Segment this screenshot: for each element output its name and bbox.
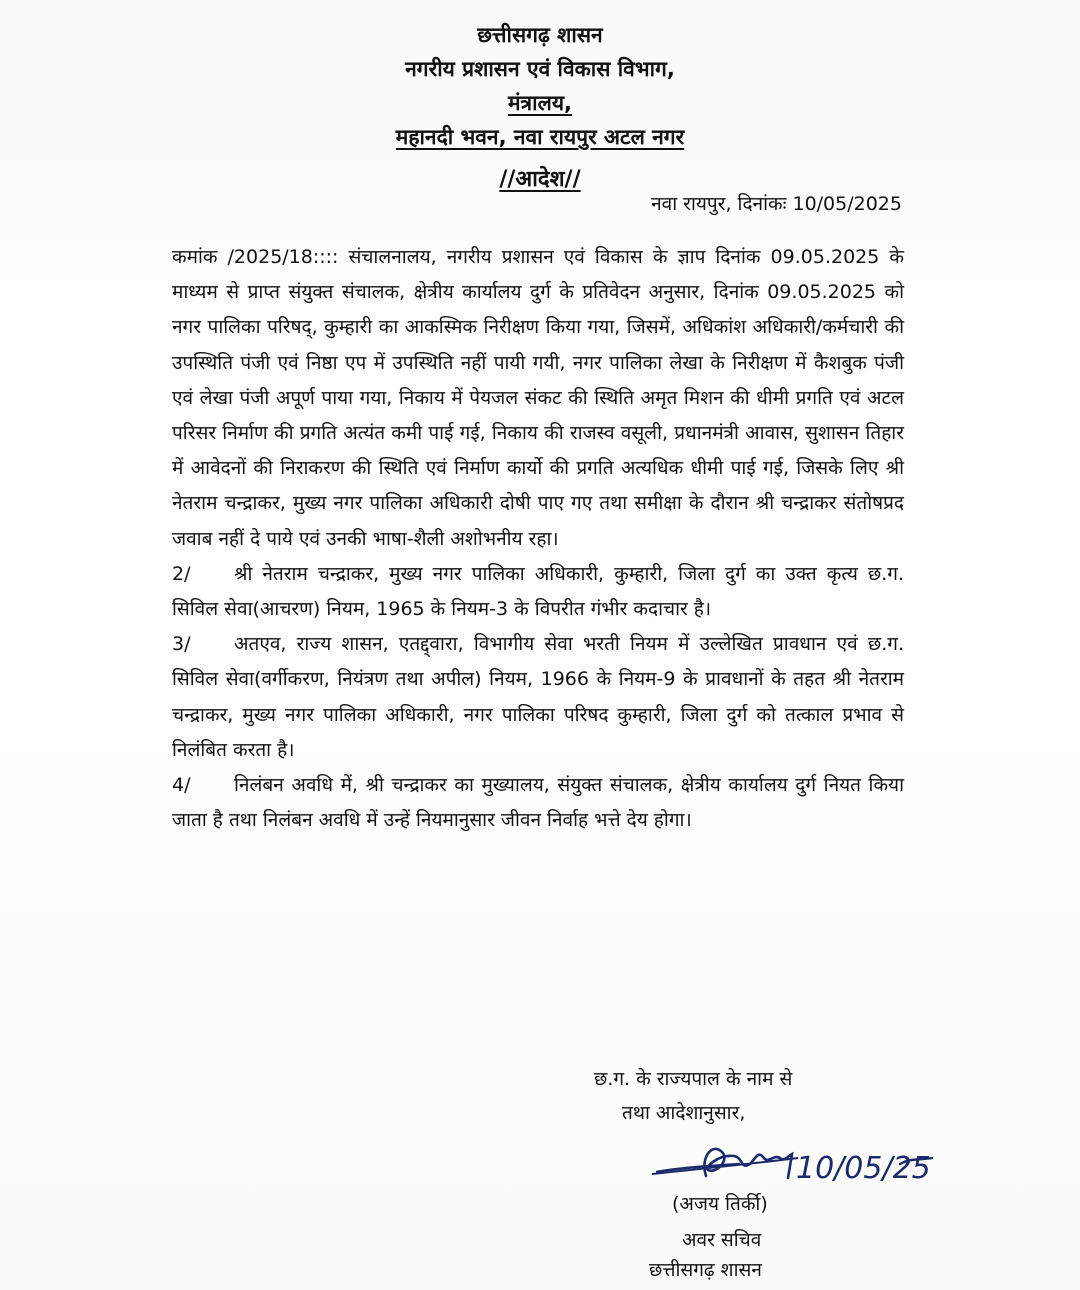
paragraph-1: कमांक /2025/18:::: संचालनालय, नगरीय प्रशासन एवं विकास के ज्ञाप दिनांक 09.05.2025 के माध्यम से प्राप्त संयुक्त संचालक, क्षेत्रीय कार्यालय दुर्ग के प्रतिवेदन अनुसार, दिनांक 09.05.2025 को नगर पालिका परिषद्, कुम्हारी का आकस्मिक निरीक्षण किया गया, जिसमें, अधिकांश अधिकारी/कर्मचारी की उपस्थिति पंजी एवं निष्ठा एप में उपस्थिति नहीं पायी गयी, नगर पालिका लेखा के निरीक्षण में कैशबुक पंजी एवं लेखा पंजी अपूर्ण पाया गया, निकाय में पेयजल संकट की स्थिति अमृत मिशन की धीमी प्रगति एवं अटल परिसर निर्माण की प्रगति अत्यंत कमी पाई गई, निकाय की राजस्व वसूली, प्रधानमंत्री आवास, सुशासन तिहार में आवेदनों की निराकरण की स्थिति एवं निर्माण कार्यो की प्रगति अत्यधिक धीमी पाई गई, जिसके लिए श्री नेतराम चन्द्राकर, मुख्य नगर पालिका अधिकारी दोषी पाए गए तथा समीक्षा के दौरान श्री चन्द्राकर संतोषप्रद जवाब नहीं दे पाये एवं उनकी भाषा-शैली अशोभनीय रहा।	[172, 246, 904, 550]
signatory-name: (अजय तिर्की)	[672, 1193, 768, 1215]
signature-date: 10/05/25	[796, 1151, 931, 1186]
paragraph-number: 4/	[172, 774, 191, 797]
place-date: नवा रायपुर, दिनांकः 10/05/2025	[651, 193, 902, 215]
paragraph-number: 3/	[172, 633, 191, 656]
paragraph-3	[172, 627, 904, 768]
paragraph-3-text: अतएव, राज्य शासन, एतद्द्वारा, विभागीय सेवा भरती नियम में उल्लेखित प्रावधान एवं छ.ग. सिविल सेवा(वर्गीकरण, नियंत्रण तथा अपील) नियम, 1966 के नियम-9 के प्रावधानों के तहत श्री नेतराम चन्द्राकर, मुख्य नगर पालिका अधिकारी, नगर पालिका परिषद कुम्हारी, जिला दुर्ग को तत्काल प्रभाव से निलंबित करता है।	[172, 633, 904, 761]
office-address: महानदी भवन, नवा रायपुर अटल नगर	[395, 125, 685, 149]
letterhead	[0, 18, 1080, 154]
govt-name: छत्तीसगढ़ शासन	[477, 23, 603, 47]
order-title: //आदेश//	[499, 167, 581, 192]
paragraph-number: 2/	[172, 562, 191, 585]
paragraph-4	[172, 768, 904, 838]
paragraph-2-text: श्री नेतराम चन्द्राकर, मुख्य नगर पालिका अधिकारी, कुम्हारी, जिला दुर्ग का उक्त कृत्य छ.ग. सिविल सेवा(आचरण) नियम, 1965 के नियम-3 के विपरीत गंभीर कदाचार है।	[172, 562, 904, 621]
ministry-name: मंत्रालय,	[508, 91, 572, 115]
paragraph-2	[172, 557, 904, 627]
handwritten-signature	[648, 1128, 938, 1198]
signatory-designation: अवर सचिव	[682, 1229, 762, 1251]
order-body	[172, 240, 904, 838]
department-name: नगरीय प्रशासन एवं विकास विभाग,	[405, 57, 675, 81]
authority-line-2: तथा आदेशानुसार,	[622, 1102, 746, 1124]
authority-line-1: छ.ग. के राज्यपाल के नाम से	[594, 1068, 793, 1090]
paragraph-4-text: निलंबन अवधि में, श्री चन्द्राकर का मुख्यालय, संयुक्त संचालक, क्षेत्रीय कार्यालय दुर्ग नियत किया जाता है तथा निलंबन अवधि में उन्हें नियमानुसार जीवन निर्वाह भत्ते देय होगा।	[172, 774, 904, 832]
signatory-office: छत्तीसगढ़ शासन	[649, 1259, 762, 1281]
